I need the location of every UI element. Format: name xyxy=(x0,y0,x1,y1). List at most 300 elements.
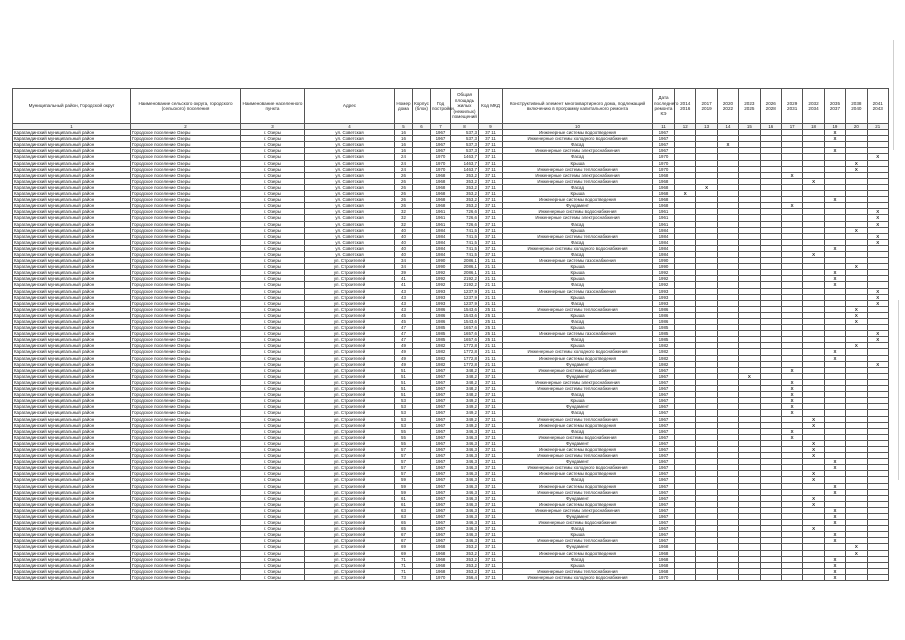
structural-element-cell: Инженерные системы водоотведения xyxy=(503,550,653,556)
locality-cell: г. Озеры xyxy=(241,227,305,233)
area-cell: 353,2 xyxy=(451,544,479,550)
last-repair-cell: 1985 xyxy=(653,337,675,343)
build-year-cell: 1967 xyxy=(431,373,451,379)
last-repair-cell: 1961 xyxy=(653,209,675,215)
house-number-cell: 32 xyxy=(395,209,413,215)
period-mark-cell: X xyxy=(867,221,888,227)
address-cell: ул. Советская xyxy=(305,203,395,209)
address-cell: ул. Строителей xyxy=(305,319,395,325)
area-cell: 346,3 xyxy=(451,526,479,532)
structural-element-cell: Фасад xyxy=(503,221,653,227)
mkd-code-cell: 37 11 xyxy=(479,154,503,160)
locality-cell: г. Озеры xyxy=(241,294,305,300)
address-cell: ул. Строителей xyxy=(305,459,395,465)
locality-cell: г. Озеры xyxy=(241,136,305,142)
period-mark-cell: X xyxy=(824,538,845,544)
district-cell: Карагандинский муниципальный район xyxy=(13,501,131,507)
period-mark-cell xyxy=(846,574,867,580)
structural-element-cell: Фасад xyxy=(503,526,653,532)
last-repair-cell: 1967 xyxy=(653,410,675,416)
build-year-cell: 1990 xyxy=(431,264,451,270)
house-number-cell: 71 xyxy=(395,568,413,574)
house-number-cell: 51 xyxy=(395,373,413,379)
column-header: 2026 2028 xyxy=(760,89,781,124)
period-mark-cell: X xyxy=(824,245,845,251)
district-cell: Карагандинский муниципальный район xyxy=(13,568,131,574)
build-year-cell: 1970 xyxy=(431,166,451,172)
structural-element-cell: Крыша xyxy=(503,562,653,568)
structural-element-cell: Инженерные системы теплоснабжения xyxy=(503,233,653,239)
locality-cell: г. Озеры xyxy=(241,221,305,227)
last-repair-cell: 1967 xyxy=(653,148,675,154)
last-repair-cell: 1984 xyxy=(653,245,675,251)
build-year-cell: 1968 xyxy=(431,556,451,562)
last-repair-cell: 1970 xyxy=(653,574,675,580)
structural-element-cell: Крыша xyxy=(503,264,653,270)
address-cell: ул. Строителей xyxy=(305,556,395,562)
last-repair-cell: 1984 xyxy=(653,251,675,257)
period-mark-cell: X xyxy=(824,514,845,520)
district-cell: Карагандинский муниципальный район xyxy=(13,282,131,288)
last-repair-cell: 1990 xyxy=(653,258,675,264)
mkd-code-cell: 37 11 xyxy=(479,568,503,574)
last-repair-cell: 1982 xyxy=(653,355,675,361)
house-number-cell: 65 xyxy=(395,520,413,526)
house-number-cell: 57 xyxy=(395,471,413,477)
period-mark-cell: X xyxy=(824,520,845,526)
last-repair-cell: 1968 xyxy=(653,172,675,178)
settlement-cell: Городское поселение Озеры xyxy=(131,568,241,574)
locality-cell: г. Озеры xyxy=(241,520,305,526)
structural-element-cell: Крыша xyxy=(503,294,653,300)
structural-element-cell: Инженерные системы теплоснабжения xyxy=(503,166,653,172)
period-mark-cell: X xyxy=(824,270,845,276)
address-cell: ул. Строителей xyxy=(305,574,395,580)
build-year-cell: 1968 xyxy=(431,197,451,203)
period-mark-cell: X xyxy=(824,148,845,154)
settlement-cell: Городское поселение Озеры xyxy=(131,251,241,257)
house-number-cell: 57 xyxy=(395,459,413,465)
period-mark-cell xyxy=(717,574,738,580)
period-mark-cell: X xyxy=(824,574,845,580)
area-cell: 349,2 xyxy=(451,422,479,428)
structural-element-cell: Крыша xyxy=(503,325,653,331)
period-mark-cell xyxy=(803,574,824,580)
last-repair-cell: 1967 xyxy=(653,386,675,392)
address-cell: ул. Строителей xyxy=(305,526,395,532)
mkd-code-cell: 37 11 xyxy=(479,172,503,178)
build-year-cell: 1970 xyxy=(431,574,451,580)
last-repair-cell: 1992 xyxy=(653,270,675,276)
build-year-cell: 1967 xyxy=(431,532,451,538)
district-cell: Карагандинский муниципальный район xyxy=(13,440,131,446)
period-mark-cell xyxy=(781,574,802,580)
mkd-code-cell: 21 11 xyxy=(479,288,503,294)
house-number-cell: 45 xyxy=(395,319,413,325)
last-repair-cell: 1970 xyxy=(653,160,675,166)
period-mark-cell: X xyxy=(824,130,845,136)
settlement-cell: Городское поселение Озеры xyxy=(131,471,241,477)
area-cell: 353,2 xyxy=(451,191,479,197)
house-number-cell: 24 xyxy=(395,160,413,166)
build-year-cell: 1967 xyxy=(431,142,451,148)
mkd-code-cell: 21 11 xyxy=(479,343,503,349)
district-cell: Карагандинский муниципальный район xyxy=(13,361,131,367)
last-repair-cell: 1967 xyxy=(653,404,675,410)
address-cell: ул. Строителей xyxy=(305,258,395,264)
mkd-code-cell: 37 11 xyxy=(479,483,503,489)
house-number-cell: 69 xyxy=(395,544,413,550)
period-mark-cell: X xyxy=(846,160,867,166)
house-number-cell: 26 xyxy=(395,203,413,209)
house-number-cell: 40 xyxy=(395,239,413,245)
settlement-cell: Городское поселение Озеры xyxy=(131,361,241,367)
structural-element-cell: Инженерные системы водоотведения xyxy=(503,197,653,203)
settlement-cell: Городское поселение Озеры xyxy=(131,562,241,568)
column-number: 19 xyxy=(824,124,845,130)
build-year-cell: 1984 xyxy=(431,233,451,239)
area-cell: 353,2 xyxy=(451,197,479,203)
column-header: 2023 2025 xyxy=(739,89,760,124)
last-repair-cell: 1967 xyxy=(653,440,675,446)
structural-element-cell: Инженерные системы электроснабжения xyxy=(503,215,653,221)
house-number-cell: 49 xyxy=(395,343,413,349)
area-cell: 1237,9 xyxy=(451,288,479,294)
locality-cell: г. Озеры xyxy=(241,440,305,446)
locality-cell: г. Озеры xyxy=(241,428,305,434)
locality-cell: г. Озеры xyxy=(241,367,305,373)
settlement-cell: Городское поселение Озеры xyxy=(131,282,241,288)
area-cell: 346,3 xyxy=(451,501,479,507)
house-number-cell: 40 xyxy=(395,245,413,251)
mkd-code-cell: 37 11 xyxy=(479,197,503,203)
mkd-code-cell: 37 11 xyxy=(479,550,503,556)
build-year-cell: 1970 xyxy=(431,154,451,160)
locality-cell: г. Озеры xyxy=(241,130,305,136)
district-cell: Карагандинский муниципальный район xyxy=(13,264,131,270)
house-number-cell: 40 xyxy=(395,251,413,257)
locality-cell: г. Озеры xyxy=(241,574,305,580)
mkd-code-cell: 37 11 xyxy=(479,526,503,532)
house-number-cell: 71 xyxy=(395,556,413,562)
period-mark-cell: X xyxy=(846,166,867,172)
settlement-cell: Городское поселение Озеры xyxy=(131,221,241,227)
district-cell: Карагандинский муниципальный район xyxy=(13,270,131,276)
mkd-code-cell: 37 11 xyxy=(479,160,503,166)
structural-element-cell: Инженерные системы водоотведения xyxy=(503,483,653,489)
settlement-cell: Городское поселение Озеры xyxy=(131,532,241,538)
period-mark-cell: X xyxy=(846,319,867,325)
district-cell: Карагандинский муниципальный район xyxy=(13,453,131,459)
column-number: 8 xyxy=(451,124,479,130)
settlement-cell: Городское поселение Озеры xyxy=(131,130,241,136)
column-header: Муниципальный район, Городской округ xyxy=(13,89,131,124)
period-mark-cell: X xyxy=(803,416,824,422)
column-number: 11 xyxy=(653,124,675,130)
locality-cell: г. Озеры xyxy=(241,398,305,404)
locality-cell: г. Озеры xyxy=(241,154,305,160)
settlement-cell: Городское поселение Озеры xyxy=(131,574,241,580)
district-cell: Карагандинский муниципальный район xyxy=(13,227,131,233)
area-cell: 349,2 xyxy=(451,410,479,416)
address-cell: ул. Советская xyxy=(305,227,395,233)
district-cell: Карагандинский муниципальный район xyxy=(13,331,131,337)
settlement-cell: Городское поселение Озеры xyxy=(131,392,241,398)
column-number: 7 xyxy=(431,124,451,130)
area-cell: 348,2 xyxy=(451,392,479,398)
house-number-cell: 59 xyxy=(395,483,413,489)
column-header: Номер дома xyxy=(395,89,413,124)
address-cell: ул. Строителей xyxy=(305,337,395,343)
last-repair-cell: 1970 xyxy=(653,166,675,172)
address-cell: ул. Строителей xyxy=(305,544,395,550)
settlement-cell: Городское поселение Озеры xyxy=(131,337,241,343)
house-number-cell: 32 xyxy=(395,215,413,221)
mkd-code-cell: 37 11 xyxy=(479,191,503,197)
build-year-cell: 1967 xyxy=(431,416,451,422)
settlement-cell: Городское поселение Озеры xyxy=(131,477,241,483)
last-repair-cell: 1984 xyxy=(653,227,675,233)
locality-cell: г. Озеры xyxy=(241,166,305,172)
period-mark-cell: X xyxy=(824,562,845,568)
build-year-cell: 1967 xyxy=(431,434,451,440)
mkd-code-cell: 37 11 xyxy=(479,544,503,550)
locality-cell: г. Озеры xyxy=(241,501,305,507)
district-cell: Карагандинский муниципальный район xyxy=(13,312,131,318)
locality-cell: г. Озеры xyxy=(241,270,305,276)
last-repair-cell: 1967 xyxy=(653,483,675,489)
address-cell: ул. Советская xyxy=(305,215,395,221)
locality-cell: г. Озеры xyxy=(241,184,305,190)
locality-cell: г. Озеры xyxy=(241,434,305,440)
column-number: 2 xyxy=(131,124,241,130)
last-repair-cell: 1984 xyxy=(653,233,675,239)
mkd-code-cell: 21 11 xyxy=(479,355,503,361)
house-number-cell: 53 xyxy=(395,422,413,428)
address-cell: ул. Строителей xyxy=(305,264,395,270)
period-mark-cell: X xyxy=(803,495,824,501)
house-number-cell: 47 xyxy=(395,325,413,331)
period-mark-cell: X xyxy=(824,507,845,513)
area-cell: 726,6 xyxy=(451,209,479,215)
settlement-cell: Городское поселение Озеры xyxy=(131,453,241,459)
last-repair-cell: 1961 xyxy=(653,221,675,227)
house-number-cell: 57 xyxy=(395,465,413,471)
column-header: 2014 2016 xyxy=(675,89,696,124)
area-cell: 346,3 xyxy=(451,495,479,501)
settlement-cell: Городское поселение Озеры xyxy=(131,148,241,154)
area-cell: 1463,7 xyxy=(451,166,479,172)
last-repair-cell: 1993 xyxy=(653,288,675,294)
last-repair-cell: 1982 xyxy=(653,343,675,349)
period-mark-cell: X xyxy=(824,197,845,203)
settlement-cell: Городское поселение Озеры xyxy=(131,136,241,142)
district-cell: Карагандинский муниципальный район xyxy=(13,373,131,379)
settlement-cell: Городское поселение Озеры xyxy=(131,239,241,245)
locality-cell: г. Озеры xyxy=(241,526,305,532)
address-cell: ул. Советская xyxy=(305,160,395,166)
table-row xyxy=(13,574,889,580)
district-cell: Карагандинский муниципальный район xyxy=(13,325,131,331)
house-number-cell: 40 xyxy=(395,233,413,239)
period-mark-cell: X xyxy=(824,532,845,538)
period-mark-cell: X xyxy=(867,215,888,221)
period-mark-cell: X xyxy=(824,556,845,562)
settlement-cell: Городское поселение Озеры xyxy=(131,215,241,221)
area-cell: 1237,9 xyxy=(451,294,479,300)
last-repair-cell: 1967 xyxy=(653,416,675,422)
locality-cell: г. Озеры xyxy=(241,465,305,471)
build-year-cell: 1968 xyxy=(431,544,451,550)
build-year-cell: 1984 xyxy=(431,245,451,251)
area-cell: 353,2 xyxy=(451,556,479,562)
address-cell: ул. Советская xyxy=(305,184,395,190)
district-cell: Карагандинский муниципальный район xyxy=(13,306,131,312)
structural-element-cell: Инженерные системы теплоснабжения xyxy=(503,538,653,544)
area-cell: 348,2 xyxy=(451,367,479,373)
structural-element-cell: Инженерные системы теплоснабжения xyxy=(503,568,653,574)
locality-cell: г. Озеры xyxy=(241,495,305,501)
period-mark-cell: X xyxy=(867,154,888,160)
locality-cell: г. Озеры xyxy=(241,288,305,294)
house-number-cell: 32 xyxy=(395,221,413,227)
structural-element-cell: Фасад xyxy=(503,239,653,245)
address-cell: ул. Строителей xyxy=(305,507,395,513)
address-cell: ул. Строителей xyxy=(305,471,395,477)
period-mark-cell: X xyxy=(803,251,824,257)
house-number-cell: 43 xyxy=(395,294,413,300)
district-cell: Карагандинский муниципальный район xyxy=(13,251,131,257)
mkd-code-cell: 37 11 xyxy=(479,514,503,520)
settlement-cell: Городское поселение Озеры xyxy=(131,459,241,465)
settlement-cell: Городское поселение Озеры xyxy=(131,422,241,428)
period-mark-cell: X xyxy=(867,300,888,306)
settlement-cell: Городское поселение Озеры xyxy=(131,325,241,331)
house-number-cell: 41 xyxy=(395,276,413,282)
period-mark-cell: X xyxy=(846,343,867,349)
period-mark-cell: X xyxy=(824,349,845,355)
area-cell: 2086,1 xyxy=(451,258,479,264)
last-repair-cell: 1982 xyxy=(653,361,675,367)
settlement-cell: Городское поселение Озеры xyxy=(131,544,241,550)
settlement-cell: Городское поселение Озеры xyxy=(131,416,241,422)
settlement-cell: Городское поселение Озеры xyxy=(131,154,241,160)
period-mark-cell: X xyxy=(739,373,760,379)
locality-cell: г. Озеры xyxy=(241,489,305,495)
house-number-cell: 40 xyxy=(395,227,413,233)
district-cell: Карагандинский муниципальный район xyxy=(13,507,131,513)
period-mark-cell: X xyxy=(824,489,845,495)
address-cell: ул. Строителей xyxy=(305,428,395,434)
locality-cell: г. Озеры xyxy=(241,416,305,422)
area-cell: 1657,6 xyxy=(451,337,479,343)
build-year-cell: 1968 xyxy=(431,568,451,574)
address-cell: ул. Советская xyxy=(305,239,395,245)
mkd-code-cell: 25 11 xyxy=(479,306,503,312)
house-number-cell: 53 xyxy=(395,404,413,410)
period-mark-cell: X xyxy=(781,367,802,373)
address-cell: ул. Советская xyxy=(305,245,395,251)
structural-element-cell: Крыша xyxy=(503,191,653,197)
period-mark-cell: X xyxy=(846,550,867,556)
locality-cell: г. Озеры xyxy=(241,507,305,513)
column-number: 15 xyxy=(739,124,760,130)
last-repair-cell: 1982 xyxy=(653,349,675,355)
last-repair-cell: 1967 xyxy=(653,532,675,538)
structural-element-cell: Крыша xyxy=(503,532,653,538)
area-cell: 1463,7 xyxy=(451,160,479,166)
last-repair-cell: 1967 xyxy=(653,538,675,544)
house-number-cell: 51 xyxy=(395,367,413,373)
mkd-code-cell: 37 11 xyxy=(479,404,503,410)
structural-element-cell: Крыша xyxy=(503,312,653,318)
locality-cell: г. Озеры xyxy=(241,422,305,428)
address-cell: ул. Строителей xyxy=(305,392,395,398)
area-cell: 346,3 xyxy=(451,514,479,520)
locality-cell: г. Озеры xyxy=(241,471,305,477)
mkd-code-cell: 37 11 xyxy=(479,422,503,428)
structural-element-cell: Фасад xyxy=(503,556,653,562)
last-repair-cell: 1967 xyxy=(653,459,675,465)
locality-cell: г. Озеры xyxy=(241,514,305,520)
last-repair-cell: 1967 xyxy=(653,489,675,495)
period-mark-cell: X xyxy=(867,294,888,300)
column-number: 16 xyxy=(760,124,781,130)
area-cell: 346,3 xyxy=(451,440,479,446)
house-number-cell: 53 xyxy=(395,410,413,416)
area-cell: 346,3 xyxy=(451,532,479,538)
build-year-cell: 1984 xyxy=(431,227,451,233)
house-number-cell: 49 xyxy=(395,349,413,355)
column-number: 9 xyxy=(479,124,503,130)
structural-element-cell: Инженерные системы теплоснабжения xyxy=(503,386,653,392)
period-mark-cell: X xyxy=(781,404,802,410)
area-cell: 348,2 xyxy=(451,379,479,385)
period-mark-cell: X xyxy=(803,453,824,459)
area-cell: 1543,6 xyxy=(451,306,479,312)
settlement-cell: Городское поселение Озеры xyxy=(131,355,241,361)
locality-cell: г. Озеры xyxy=(241,172,305,178)
last-repair-cell: 1992 xyxy=(653,282,675,288)
house-number-cell: 55 xyxy=(395,434,413,440)
build-year-cell: 1992 xyxy=(431,276,451,282)
period-mark-cell: X xyxy=(781,392,802,398)
settlement-cell: Городское поселение Озеры xyxy=(131,489,241,495)
locality-cell: г. Озеры xyxy=(241,306,305,312)
mkd-code-cell: 37 11 xyxy=(479,227,503,233)
settlement-cell: Городское поселение Озеры xyxy=(131,434,241,440)
house-number-cell: 47 xyxy=(395,337,413,343)
mkd-code-cell: 37 11 xyxy=(479,446,503,452)
last-repair-cell: 1967 xyxy=(653,526,675,532)
locality-cell: г. Озеры xyxy=(241,361,305,367)
address-cell: ул. Строителей xyxy=(305,477,395,483)
area-cell: 1543,6 xyxy=(451,312,479,318)
district-cell: Карагандинский муниципальный район xyxy=(13,166,131,172)
structural-element-cell: Инженерные системы газоснабжения xyxy=(503,288,653,294)
district-cell: Карагандинский муниципальный район xyxy=(13,428,131,434)
house-number-cell: 41 xyxy=(395,282,413,288)
address-cell: ул. Строителей xyxy=(305,288,395,294)
last-repair-cell: 1967 xyxy=(653,373,675,379)
structural-element-cell: Крыша xyxy=(503,343,653,349)
structural-element-cell: Инженерные системы газоснабжения xyxy=(503,331,653,337)
mkd-code-cell: 37 11 xyxy=(479,386,503,392)
period-mark-cell: X xyxy=(867,209,888,215)
district-cell: Карагандинский муниципальный район xyxy=(13,471,131,477)
mkd-code-cell: 25 11 xyxy=(479,325,503,331)
mkd-code-cell: 37 11 xyxy=(479,465,503,471)
